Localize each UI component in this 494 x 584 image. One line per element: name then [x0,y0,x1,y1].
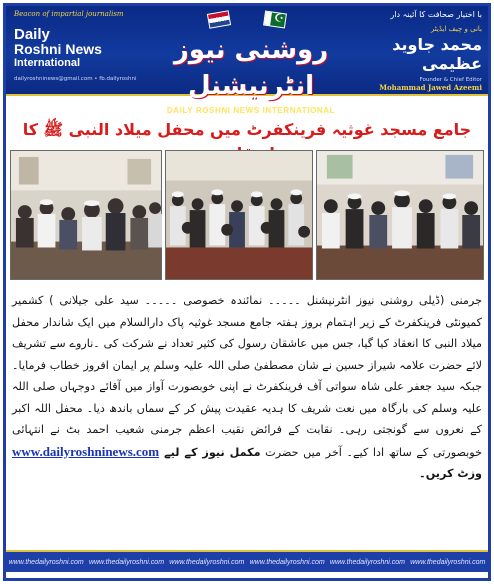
editor-role: Founder & Chief Editor [419,77,482,83]
brand-line-1: Daily [14,26,50,43]
event-photo-2 [165,150,313,280]
masthead-center [156,10,346,115]
photo-strip [10,150,484,280]
footer-url[interactable]: www.thedailyroshni.com [8,558,84,566]
article-text: جرمنی (ڈیلی روشنی نیوز انٹرنیشنل ۔۔۔۔۔ نمائندہ خصوصی ۔۔۔۔۔ سید علی جیلانی ) کشمیر کمیونٹی فرینکفرٹ کے زیر اہتمام بروز ہفتہ جامع مسجد غوثیہ پاک دارالسلام میں ایک شاندار محفل میلاد النبی کا انعقاد کیا گیا، جس میں عاشقان رسول کی کثیر تعداد نے شرکت کی ۔ناروے سے تشریف لائے حضرت علامہ شیراز حسین نے شان مصطفیٰ صلی اللہ علیہ وسلم پر ایمان افروز خطاب فرمایا۔ جبکہ سید جعفر علی شاہ سواتی آف فرینکفرٹ نے اپنی خوبصورت آواز میں آقائے دوجہاں صلی اللہ علیہ وسلم کی بارگاہ میں نعت شریف کا ہدیہ عقیدت پیش کر کے سماں باندھ دیا۔ محفل اللہ اکبر کے نعروں سے گونجتی رہی۔ نقابت کے فرائض نقیب اعظم جرمنی شعیب احمد بٹ نے انتہائی خوبصورتی کے ساتھ ادا کیے۔ آخر میں حضرت [12,294,482,459]
footer-url[interactable]: www.thedailyroshni.com [249,558,325,566]
cta-prefix: مکمل نیوز کے لیے [159,445,261,459]
footer-url[interactable]: www.thedailyroshni.com [169,558,245,566]
headline: جامع مسجد غوثیہ فرینکفرٹ میں محفل میلاد النبی ﷺ کا [22,120,472,139]
footer-url[interactable]: www.thedailyroshni.com [329,558,406,566]
footer-url[interactable]: www.thedailyroshni.com [410,558,486,566]
pakistan-flag-icon [263,11,287,29]
contact-emails: dailyroshninews@gmail.com • fb.dailyroshni [14,76,137,82]
brand-line-3: International [14,57,81,69]
footer-url[interactable]: www.thedailyroshni.com [88,558,165,566]
netherlands-flag-icon [207,10,231,29]
cta-suffix: وزٹ کریں۔ [419,467,482,480]
editor-name-english: Mohammad Jawed Azeemi [379,83,482,92]
editor-name-urdu: محمد جاوید عظیمی [392,35,482,73]
masthead-editor [350,10,482,92]
brand-line-2: Roshni News [14,41,102,57]
event-photo-3 [316,150,484,280]
brand-logo [14,28,144,70]
editor-label: بانی و چیف ایڈیٹر [430,25,482,33]
newspaper-name-urdu: روشنی نیوز انٹرنیشنل [173,35,329,101]
masthead-tagline: Beacon of impartial journalism [14,10,124,18]
article-body [12,290,482,540]
masthead [6,6,488,115]
newspaper-name-english: DAILY ROSHNI NEWS INTERNATIONAL [166,106,336,115]
footer-bar [6,550,488,572]
flags [156,10,346,32]
event-photo-1 [10,150,162,280]
slogan-urdu: با اختیار صحافت کا آئینہ دار [390,10,482,19]
website-link[interactable]: www.dailyroshninews.com [12,443,160,459]
